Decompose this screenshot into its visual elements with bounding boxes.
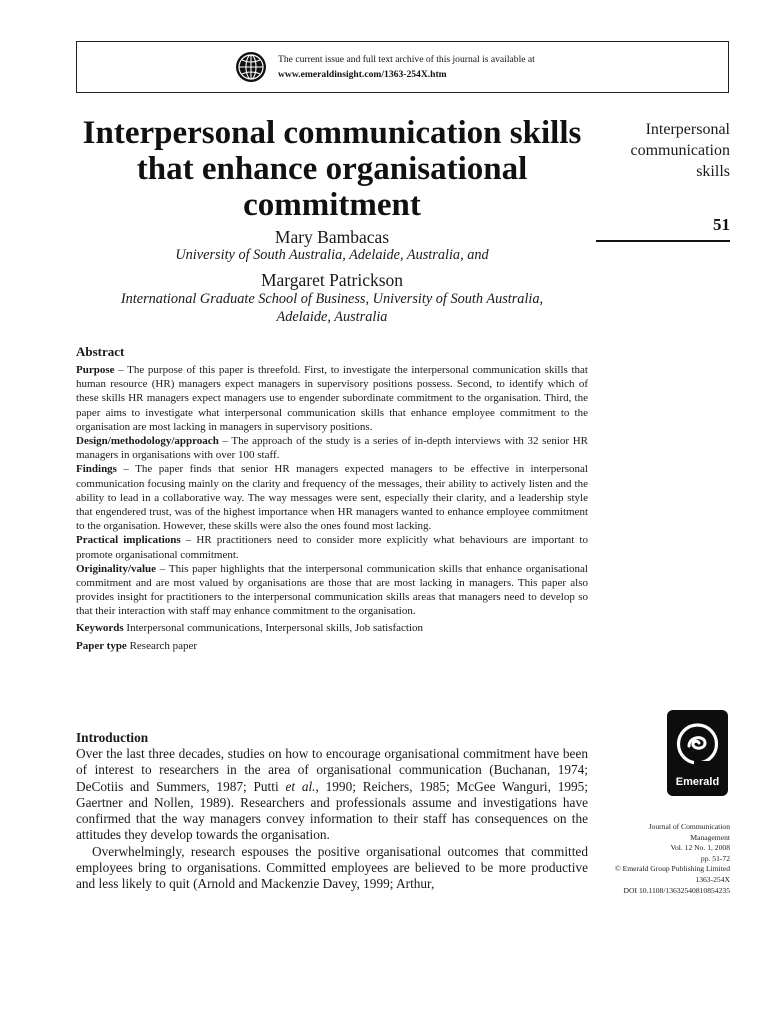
abstract-label: Practical implications: [76, 534, 181, 547]
sidebar-divider: [596, 240, 730, 242]
abstract-text: The purpose of this paper is threefold. First, to investigate the interpersonal communication skills that human resource (HR) managers expect managers in supervisory positions possess. Second, to identify which of these skills HR managers expect managers use to engender subordinate commitment to the organisation. Third, the paper aims to investigate what interpersonal communication skills that enhance employee commitment to the organisation are most lacking in managers in supervisory positions.: [76, 364, 588, 433]
author-name-1: Mary Bambacas: [274, 227, 390, 247]
author-name-2: Margaret Patrickson: [260, 270, 404, 290]
emerald-swirl-icon: [667, 712, 728, 776]
citation-et-al: et al.: [285, 778, 316, 794]
abstract-separator: –: [156, 562, 169, 575]
paper-type: [76, 639, 588, 653]
author-affiliation-2-line1: International Graduate School of Business, University of South Australia,: [120, 291, 544, 307]
running-title-line: Interpersonal: [645, 121, 730, 138]
abstract-section-practical: [76, 533, 588, 561]
emerald-publisher-logo: [667, 710, 728, 796]
paragraph-text: , 1990; Reichers, 1985; McGee Wanguri, 1995; Gaertner and Nollen, 1989). Researchers and professionals assume and investigations have confirmed that the way managers convey information to their staff has consequences on the attitudes they develop towards the organisation.: [76, 778, 588, 843]
introduction-heading: Introduction: [76, 730, 149, 745]
introduction-paragraph: Overwhelmingly, research espouses the positive organisational outcomes that committed employees bring to organisations. Committed employees are believed to be more productive and less likely to quit (Arnold and Mackenzie Davey, 1999; Arthur,: [76, 843, 588, 892]
journal-info-line: Vol. 12 No. 1, 2008: [670, 843, 730, 853]
abstract: [76, 344, 588, 653]
abstract-separator: –: [180, 534, 197, 547]
keywords-text: Interpersonal communications, Interpersonal skills, Job satisfaction: [126, 621, 424, 634]
journal-info-line: Management: [690, 832, 730, 842]
journal-info-line: © Emerald Group Publishing Limited: [614, 864, 730, 874]
journal-info-line: 1363-254X: [695, 874, 730, 884]
author-affiliation-2-line2: Adelaide, Australia: [276, 309, 388, 325]
running-title-line: skills: [696, 163, 730, 180]
abstract-section-purpose: [76, 363, 588, 434]
paragraph-text: Over the last three decades, studies on how to encourage organisational commitment have been of interest to researchers in the area of organisational communication (Buchanan, 1974; DeCotiis and Summers, 1987; Putti: [76, 746, 588, 794]
keywords-label: Keywords: [76, 621, 124, 634]
abstract-label: Design/methodology/approach: [76, 435, 219, 448]
keywords: [76, 621, 588, 635]
author-affiliation-1: University of South Australia, Adelaide, Australia, and: [175, 247, 489, 263]
abstract-separator: –: [114, 364, 128, 376]
abstract-text: This paper highlights that the interpersonal communication skills that enhance organisational commitment and are most valued by organisations are those that are most lacking in managers. This paper also provides insight for practitioners to the interpersonal communication skills areas that managers need to develop so that their interaction with staff may enhance commitment to the organisation.: [76, 562, 588, 618]
abstract-heading: Abstract: [76, 344, 125, 359]
abstract-section-findings: [76, 462, 588, 533]
paper-type-label: Paper type: [76, 639, 127, 652]
banner-availability-text: The current issue and full text archive of this journal is available at: [278, 54, 535, 65]
abstract-label: Findings: [76, 463, 117, 476]
running-title-line: communication: [630, 142, 730, 159]
abstract-separator: –: [218, 435, 232, 448]
emerald-wordmark: Emerald: [675, 776, 720, 788]
paper-type-text: Research paper: [129, 639, 198, 652]
running-title: [596, 119, 730, 182]
abstract-section-design: [76, 434, 588, 462]
journal-info-line: Journal of Communication: [648, 822, 730, 831]
page-number: 51: [713, 215, 730, 234]
abstract-separator: –: [116, 463, 136, 476]
article-title: Interpersonal communication skills that enhance organisational commitment: [82, 115, 582, 223]
journal-info-line: DOI 10.1108/13632540810854235: [623, 885, 730, 895]
globe-logo-icon: [235, 51, 267, 83]
abstract-label: Purpose: [76, 364, 115, 376]
journal-info-line: pp. 51-72: [700, 853, 730, 863]
introduction: [76, 730, 588, 893]
journal-availability-banner: [76, 41, 729, 93]
abstract-text: The approach of the study is a series of in-depth interviews with 32 senior HR managers in organisations with over 100 staff.: [76, 435, 588, 462]
abstract-section-originality: [76, 562, 588, 619]
abstract-text: The paper finds that senior HR managers expected managers to be effective in interpersonal communication focusing mainly on the clarity and frequency of the messages, their ability to actively listen and the ability to lead in a collaborative way. The way messages were sent, especially their clarity, and a leadership style that engendered trust, was of the highest importance when HR managers wanted to enhance employee commitment to the organisation. However, these skills were also the ones found most lacking.: [76, 463, 588, 533]
banner-journal-url[interactable]: www.emeraldinsight.com/1363-254X.htm: [278, 69, 447, 80]
journal-citation-info: [590, 822, 730, 896]
introduction-paragraph: [76, 746, 588, 844]
abstract-text: HR practitioners need to consider more explicitly what behaviours are important to promote organisational commitment.: [76, 534, 588, 561]
abstract-label: Originality/value: [76, 562, 157, 575]
